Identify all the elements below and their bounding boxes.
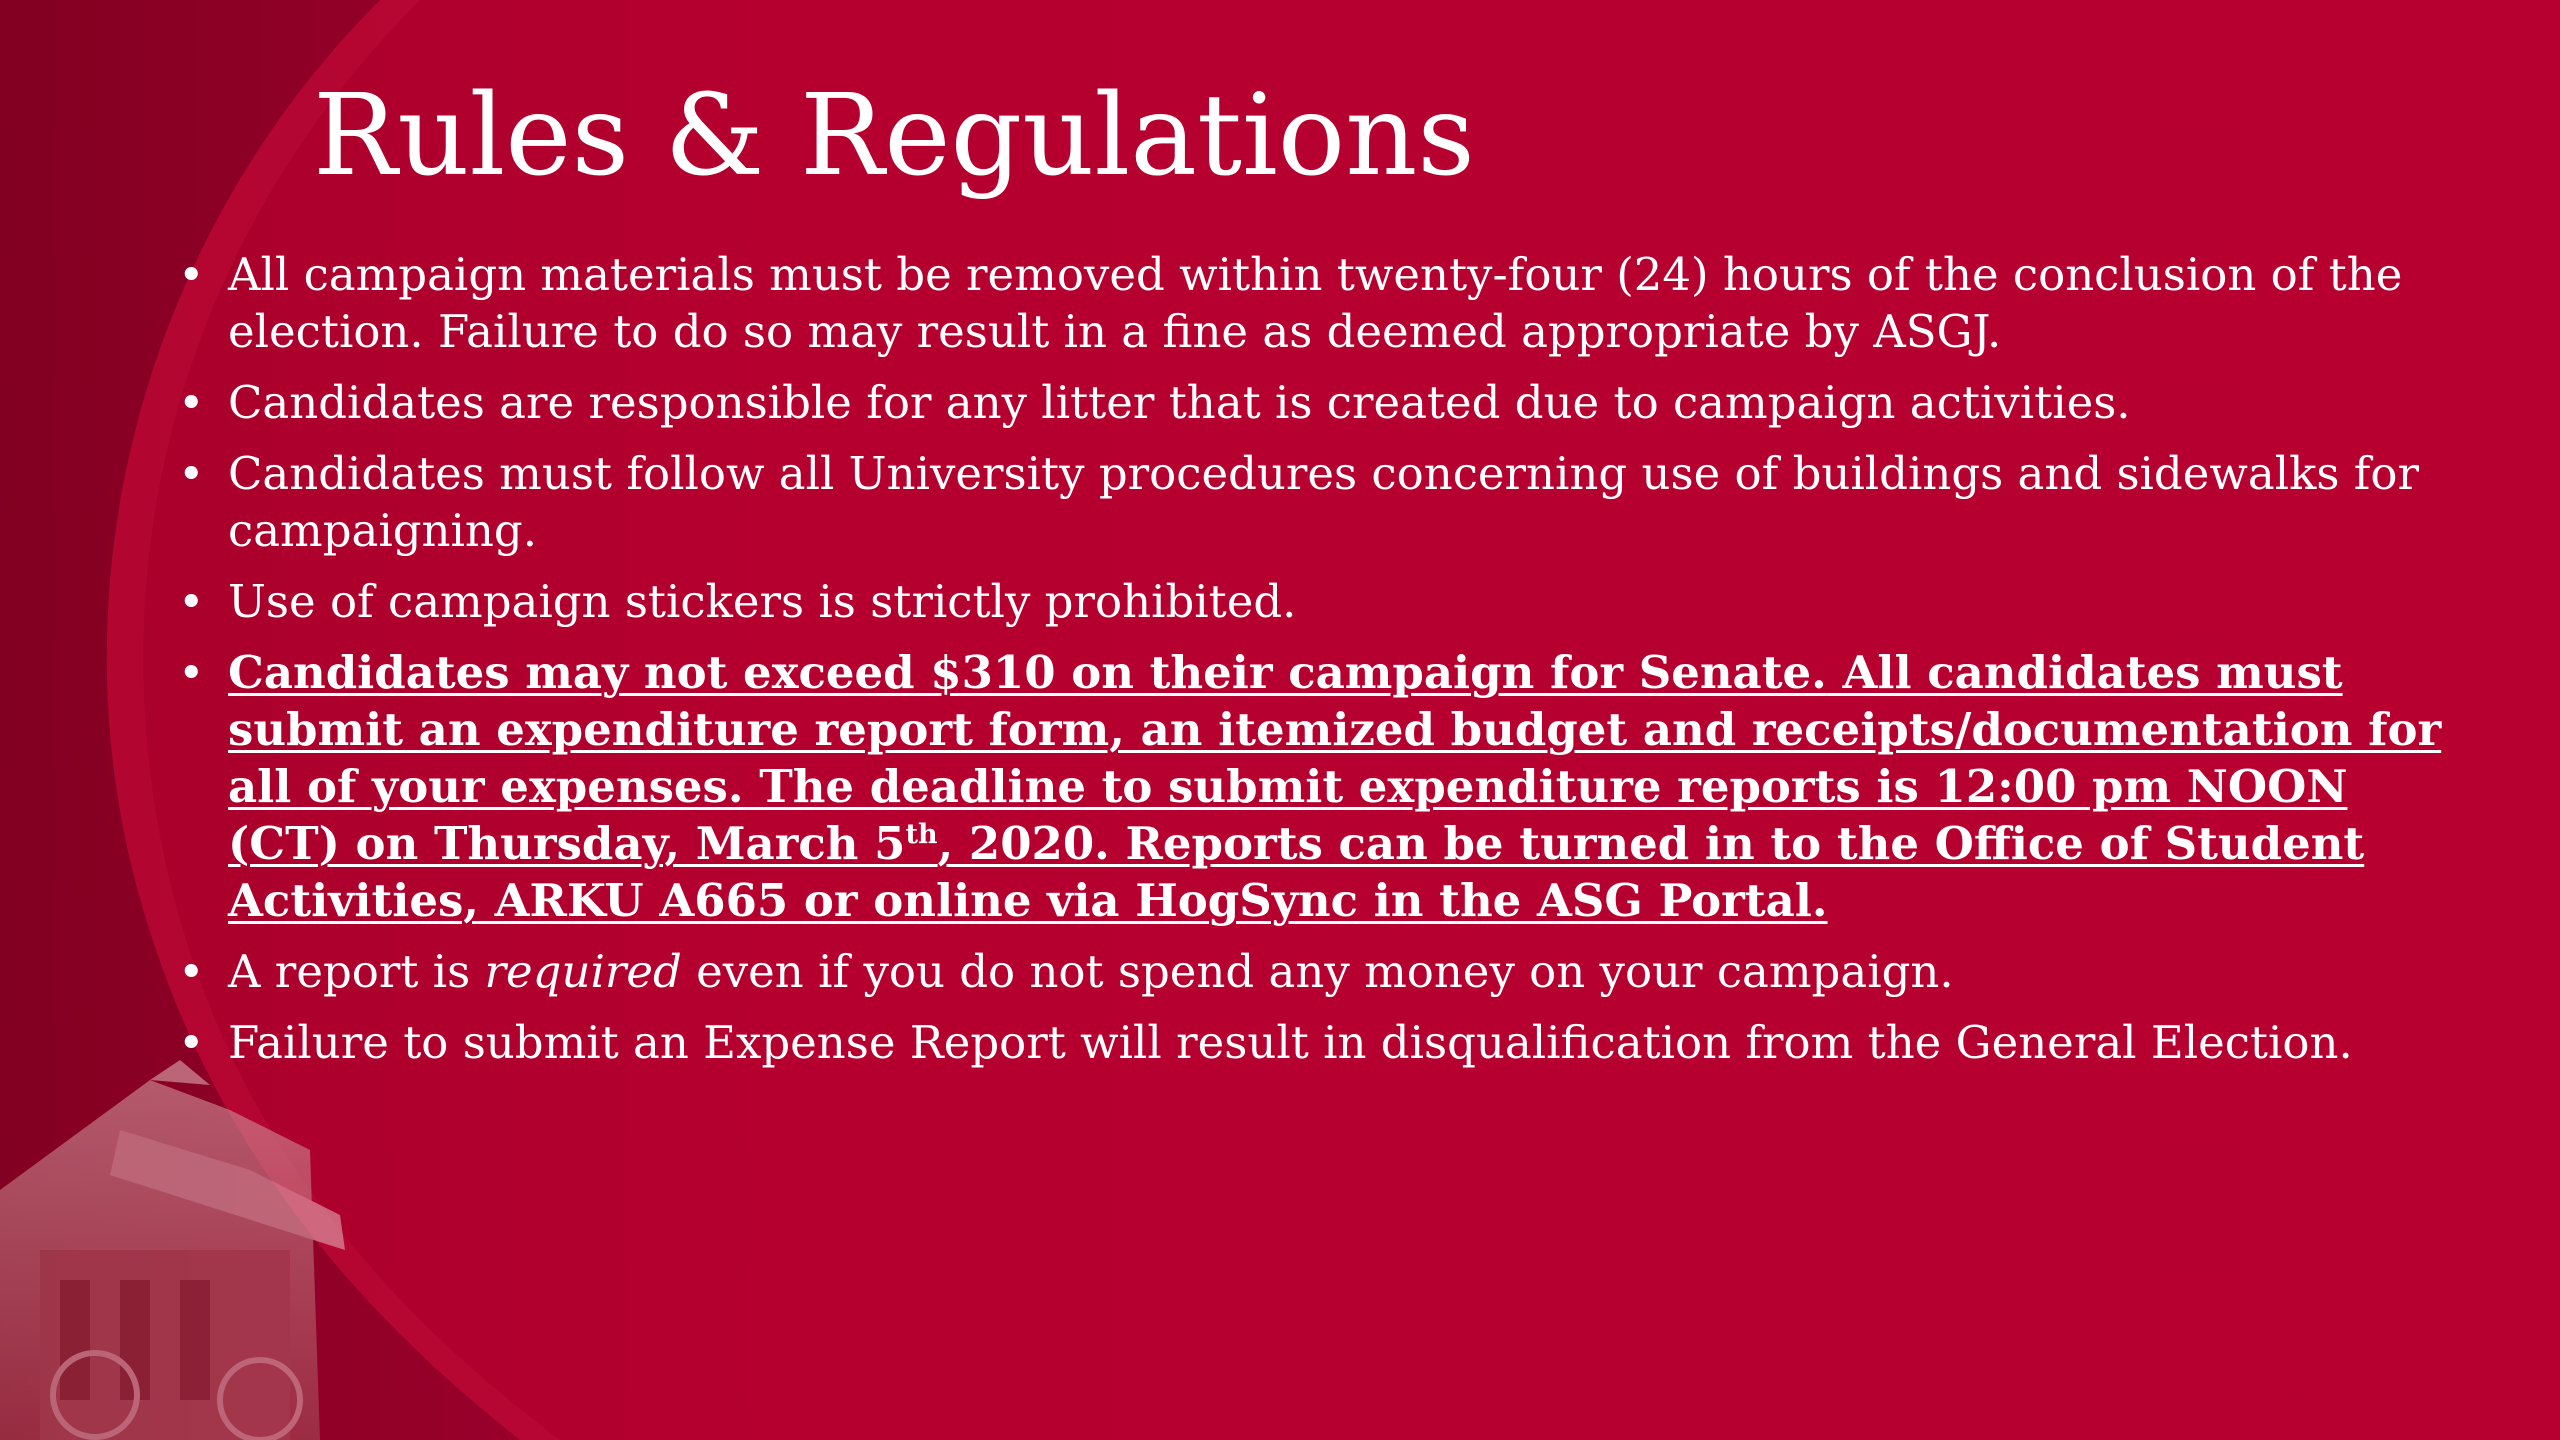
list-item [178,943,2468,1000]
slide-title: Rules & Regulations [313,71,1475,201]
bullet-list [178,246,2468,1085]
list-item [178,374,2468,431]
list-item [178,445,2468,559]
bullet-dot: • [178,575,205,628]
list-item-expense-limit [178,644,2468,929]
date-ordinal-suffix: th [905,819,938,850]
italic-word: required [484,945,682,998]
bullet-text [228,945,1954,998]
bullet-dot: • [178,248,205,301]
bullet-dot: • [178,646,205,699]
text-before-italic: A report is [228,945,485,998]
senate-limit-sentence: Candidates may not exceed $310 on their campaign for Senate. [228,646,1827,699]
list-item [178,1014,2468,1071]
expense-limit-text [228,646,2441,927]
bullet-dot: • [178,1016,205,1069]
bullet-text: All campaign materials must be removed within twenty-four (24) hours of the conclusion of the election. Failure to do so may result in a fine as deemed appropriate by ASGJ. [228,248,2403,358]
bullet-text: Candidates are responsible for any litter that is created due to campaign activities. [228,376,2131,429]
list-item [178,573,2468,630]
bullet-text: Use of campaign stickers is strictly prohibited. [228,575,1297,628]
report-requirement-text: All candidates must submit an expenditure report form, an itemized budget and receipts/documentation for all of your expenses. The deadline to submit expenditure reports is 12:00 pm NOON (CT) on Thursday, March 5 [228,646,2442,870]
bullet-text: Failure to submit an Expense Report will result in disqualification from the General Election. [228,1016,2353,1069]
bullet-dot: • [178,447,205,500]
list-item [178,246,2468,360]
bullet-text: Candidates must follow all University procedures concerning use of buildings and sidewalks for campaigning. [228,447,2420,557]
bullet-dot: • [178,945,205,998]
text-after-italic: even if you do not spend any money on your campaign. [681,945,1954,998]
bullet-dot: • [178,376,205,429]
report-location-text: , 2020. Reports can be turned in to the Office of Student Activities, ARKU A665 or online via HogSync in the ASG Portal. [228,817,2365,927]
